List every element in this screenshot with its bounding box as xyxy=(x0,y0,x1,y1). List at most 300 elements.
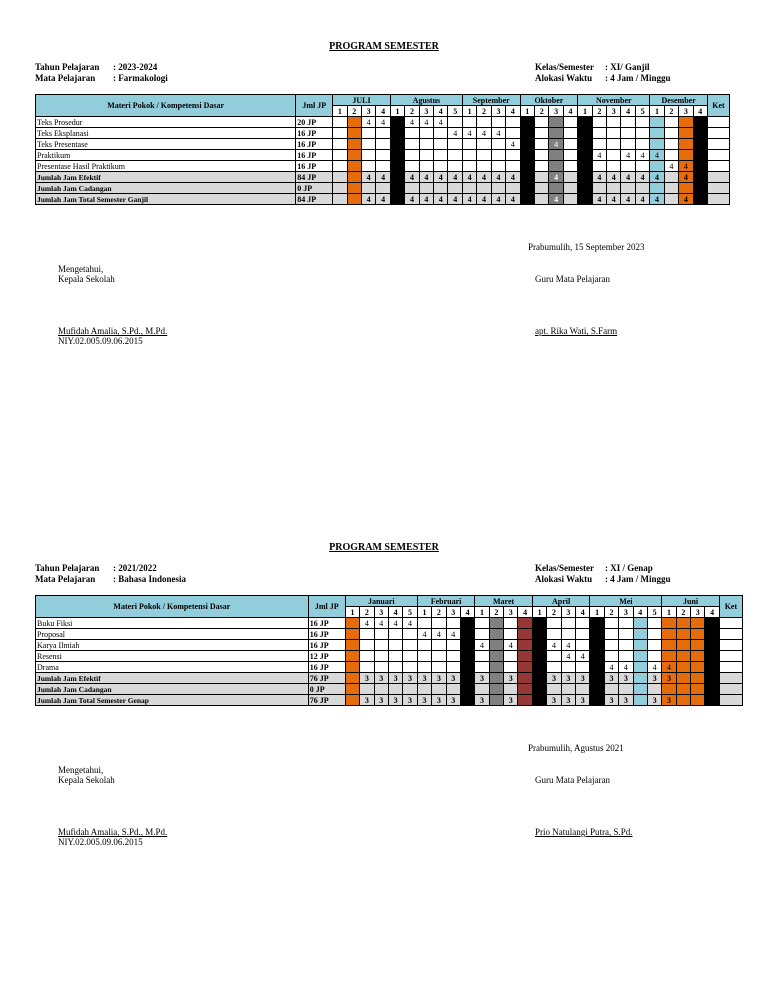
week-number: 4 xyxy=(693,106,707,117)
week-cell xyxy=(520,117,534,128)
header-months-row xyxy=(36,596,743,607)
week-cell xyxy=(604,629,618,640)
week-cell xyxy=(534,139,548,150)
week-number: 4 xyxy=(633,607,647,618)
week-cell xyxy=(477,150,491,161)
summary-row xyxy=(36,684,743,695)
materi-cell: Proposal xyxy=(36,629,309,640)
week-cell xyxy=(520,128,534,139)
week-number: 3 xyxy=(607,106,621,117)
week-cell: 4 xyxy=(460,629,474,640)
ket-cell xyxy=(719,684,742,695)
week-cell xyxy=(333,183,347,194)
week-cell xyxy=(691,662,705,673)
week-cell xyxy=(448,139,462,150)
week-cell xyxy=(374,640,388,651)
week-cell xyxy=(477,117,491,128)
week-cell: 4 xyxy=(592,194,606,205)
week-cell: 4 xyxy=(549,139,563,150)
week-number: 1 xyxy=(578,106,592,117)
week-cell xyxy=(417,640,431,651)
tahun-value: : 2023-2024 xyxy=(113,62,158,72)
week-number: 2 xyxy=(347,106,361,117)
week-number: 3 xyxy=(504,607,518,618)
week-cell: 4 xyxy=(650,172,664,183)
week-cell xyxy=(561,618,575,629)
week-cell: 4 xyxy=(635,172,649,183)
week-cell xyxy=(518,651,532,662)
week-cell xyxy=(333,150,347,161)
week-cell xyxy=(664,139,678,150)
week-cell xyxy=(619,651,633,662)
week-cell xyxy=(664,128,678,139)
jp-cell: 0 JP xyxy=(296,183,333,194)
kepala-name: Mufidah Amalia, S.Pd., M.Pd. xyxy=(58,827,168,837)
week-cell xyxy=(576,618,590,629)
week-cell xyxy=(691,640,705,651)
materi-cell: Jumlah Jam Total Semester Genap xyxy=(36,695,309,706)
week-cell: 3 xyxy=(360,673,374,684)
jp-cell: 16 JP xyxy=(308,629,345,640)
week-cell: 4 xyxy=(446,629,460,640)
week-cell: 4 xyxy=(607,172,621,183)
week-cell: 4 xyxy=(491,128,505,139)
week-cell xyxy=(590,662,604,673)
col-materi-header: Materi Pokok / Kompetensi Dasar xyxy=(36,95,296,117)
week-number: 4 xyxy=(388,607,402,618)
week-cell: 3 xyxy=(576,695,590,706)
week-cell: 4 xyxy=(679,194,693,205)
week-cell xyxy=(619,684,633,695)
week-number: 4 xyxy=(518,607,532,618)
mapel-value: : Farmakologi xyxy=(113,73,168,83)
ket-cell xyxy=(719,651,742,662)
week-cell: 3 xyxy=(446,673,460,684)
week-cell xyxy=(633,640,647,651)
week-cell xyxy=(633,629,647,640)
week-cell xyxy=(475,651,489,662)
jp-cell: 0 JP xyxy=(308,684,345,695)
ket-cell xyxy=(707,161,729,172)
week-cell xyxy=(405,161,419,172)
week-cell xyxy=(633,651,647,662)
week-cell: 3 xyxy=(647,695,661,706)
week-number: 2 xyxy=(547,607,561,618)
month-header: April xyxy=(532,596,590,607)
week-cell xyxy=(361,128,375,139)
week-cell xyxy=(434,183,448,194)
week-cell: 4 xyxy=(374,618,388,629)
week-cell: 3 xyxy=(604,695,618,706)
week-cell: 4 xyxy=(403,618,417,629)
week-number: 1 xyxy=(662,607,676,618)
week-cell xyxy=(504,662,518,673)
week-cell: 3 xyxy=(504,673,518,684)
week-cell xyxy=(691,629,705,640)
week-cell xyxy=(676,684,690,695)
week-cell xyxy=(607,128,621,139)
week-cell xyxy=(489,618,503,629)
week-cell: 3 xyxy=(662,695,676,706)
week-cell xyxy=(361,183,375,194)
week-number: 1 xyxy=(390,106,404,117)
week-cell xyxy=(561,629,575,640)
week-cell xyxy=(388,640,402,651)
week-cell: 3 xyxy=(475,673,489,684)
week-cell xyxy=(345,684,359,695)
week-cell xyxy=(563,117,577,128)
week-cell xyxy=(578,150,592,161)
week-cell xyxy=(647,651,661,662)
week-cell xyxy=(532,640,546,651)
week-cell xyxy=(578,183,592,194)
week-cell: 4 xyxy=(491,172,505,183)
week-cell xyxy=(388,662,402,673)
week-cell: 4 xyxy=(578,194,592,205)
week-cell xyxy=(432,662,446,673)
week-cell xyxy=(592,161,606,172)
week-cell xyxy=(506,117,520,128)
week-cell xyxy=(635,161,649,172)
week-cell xyxy=(506,183,520,194)
ket-cell xyxy=(707,183,729,194)
week-cell xyxy=(619,629,633,640)
week-cell: 3 xyxy=(561,695,575,706)
week-cell: 4 xyxy=(693,161,707,172)
week-cell xyxy=(547,618,561,629)
week-cell xyxy=(477,161,491,172)
kepala-niy: NIY.02.005.09.06.2015 xyxy=(58,336,143,346)
week-cell xyxy=(604,640,618,651)
week-number: 2 xyxy=(477,106,491,117)
guru-title: Guru Mata Pelajaran xyxy=(535,274,610,284)
week-cell xyxy=(676,651,690,662)
month-header: Agustus xyxy=(390,95,462,106)
week-number: 4 xyxy=(563,106,577,117)
week-cell: 4 xyxy=(448,172,462,183)
place-date: Prabumulih, 15 September 2023 xyxy=(528,242,645,252)
jp-cell: 16 JP xyxy=(296,150,333,161)
week-cell xyxy=(705,618,719,629)
week-cell xyxy=(635,128,649,139)
week-cell xyxy=(604,651,618,662)
week-cell: 3 xyxy=(619,695,633,706)
table-row xyxy=(36,128,730,139)
month-header: November xyxy=(578,95,650,106)
alokasi-value: : 4 Jam / Minggu xyxy=(605,574,671,584)
kelas-value: : XI / Genap xyxy=(605,563,653,573)
week-cell: 4 xyxy=(405,194,419,205)
week-cell: 4 xyxy=(376,117,390,128)
ket-cell xyxy=(719,695,742,706)
week-cell: 4 xyxy=(434,172,448,183)
week-cell: 4 xyxy=(360,618,374,629)
week-cell: 3 xyxy=(590,695,604,706)
week-number: 2 xyxy=(664,106,678,117)
week-cell: 3 xyxy=(374,673,388,684)
week-cell xyxy=(590,684,604,695)
week-cell xyxy=(390,117,404,128)
kelas-label: Kelas/Semester xyxy=(535,563,594,573)
jp-cell: 76 JP xyxy=(308,695,345,706)
week-cell: 4 xyxy=(432,629,446,640)
week-cell: 4 xyxy=(578,139,592,150)
week-cell xyxy=(534,183,548,194)
week-cell: 4 xyxy=(693,194,707,205)
week-cell xyxy=(518,684,532,695)
week-cell: 4 xyxy=(679,172,693,183)
week-cell xyxy=(576,684,590,695)
month-header: Februari xyxy=(417,596,475,607)
week-cell xyxy=(635,117,649,128)
week-cell: 3 xyxy=(576,673,590,684)
month-header: September xyxy=(462,95,520,106)
week-cell xyxy=(549,183,563,194)
week-cell xyxy=(532,684,546,695)
week-number: 4 xyxy=(506,106,520,117)
week-cell: 4 xyxy=(693,172,707,183)
week-cell: 4 xyxy=(434,194,448,205)
week-cell xyxy=(491,161,505,172)
week-cell xyxy=(647,684,661,695)
week-cell: 4 xyxy=(448,194,462,205)
week-cell xyxy=(607,183,621,194)
week-cell xyxy=(664,150,678,161)
week-cell: 4 xyxy=(662,662,676,673)
week-cell: 3 xyxy=(417,673,431,684)
week-cell xyxy=(547,629,561,640)
week-cell xyxy=(607,139,621,150)
week-cell: 4 xyxy=(477,194,491,205)
week-cell xyxy=(705,651,719,662)
week-cell xyxy=(376,128,390,139)
week-cell xyxy=(518,695,532,706)
week-cell xyxy=(489,629,503,640)
week-number: 4 xyxy=(460,607,474,618)
week-cell: 4 xyxy=(607,194,621,205)
ket-cell xyxy=(719,673,742,684)
kepala-niy: NIY.02.005.09.06.2015 xyxy=(58,837,143,847)
week-cell xyxy=(462,150,476,161)
jp-cell: 16 JP xyxy=(296,128,333,139)
week-cell: 4 xyxy=(405,117,419,128)
week-cell: 4 xyxy=(462,172,476,183)
week-number: 2 xyxy=(604,607,618,618)
week-cell xyxy=(693,183,707,194)
ket-cell xyxy=(719,662,742,673)
week-cell: 4 xyxy=(462,128,476,139)
jp-cell: 16 JP xyxy=(296,139,333,150)
guru-name: Prio Natulangi Putra, S.Pd. xyxy=(535,827,633,837)
week-cell xyxy=(361,150,375,161)
week-cell xyxy=(374,629,388,640)
week-cell xyxy=(390,183,404,194)
week-cell xyxy=(534,150,548,161)
week-cell xyxy=(491,150,505,161)
week-cell xyxy=(662,618,676,629)
week-cell xyxy=(417,618,431,629)
week-cell xyxy=(532,662,546,673)
col-materi-header: Materi Pokok / Kompetensi Dasar xyxy=(36,596,309,618)
week-cell: 3 xyxy=(647,673,661,684)
week-number: 1 xyxy=(532,607,546,618)
materi-cell: Jumlah Jam Efektif xyxy=(36,673,309,684)
week-number: 4 xyxy=(705,607,719,618)
week-cell xyxy=(504,629,518,640)
week-cell xyxy=(360,684,374,695)
week-cell xyxy=(462,117,476,128)
week-cell xyxy=(705,684,719,695)
summary-row xyxy=(36,183,730,194)
week-cell xyxy=(705,640,719,651)
week-cell xyxy=(390,161,404,172)
week-cell xyxy=(475,629,489,640)
week-cell xyxy=(504,651,518,662)
materi-cell: Resensi xyxy=(36,651,309,662)
week-cell: 3 xyxy=(590,673,604,684)
week-cell xyxy=(333,139,347,150)
week-cell xyxy=(460,640,474,651)
week-cell xyxy=(489,662,503,673)
materi-cell: Karya Ilmiah xyxy=(36,640,309,651)
week-cell xyxy=(650,128,664,139)
week-cell xyxy=(388,629,402,640)
week-cell xyxy=(491,183,505,194)
week-cell xyxy=(448,161,462,172)
week-cell: 4 xyxy=(361,194,375,205)
ket-cell xyxy=(707,150,729,161)
week-cell xyxy=(376,139,390,150)
week-cell xyxy=(491,117,505,128)
week-cell xyxy=(693,150,707,161)
week-cell xyxy=(549,161,563,172)
week-cell: 4 xyxy=(448,128,462,139)
week-cell xyxy=(518,673,532,684)
kelas-value: : XI/ Ganjil xyxy=(605,62,650,72)
week-cell xyxy=(333,128,347,139)
materi-cell: Jumlah Jam Efektif xyxy=(36,172,296,183)
week-cell xyxy=(662,640,676,651)
week-cell: 4 xyxy=(547,640,561,651)
week-number: 1 xyxy=(417,607,431,618)
week-cell: 4 xyxy=(376,172,390,183)
week-cell xyxy=(489,673,503,684)
week-cell xyxy=(578,161,592,172)
week-cell xyxy=(419,139,433,150)
table-row xyxy=(36,651,743,662)
week-number: 5 xyxy=(403,607,417,618)
week-cell xyxy=(691,695,705,706)
week-cell: 4 xyxy=(506,194,520,205)
week-cell xyxy=(460,618,474,629)
tahun-label: Tahun Pelajaran xyxy=(35,563,100,573)
week-cell: 4 xyxy=(619,662,633,673)
week-cell: 4 xyxy=(679,161,693,172)
week-cell xyxy=(347,150,361,161)
week-cell: 4 xyxy=(419,172,433,183)
week-cell xyxy=(662,651,676,662)
week-cell: 4 xyxy=(578,172,592,183)
week-cell xyxy=(434,139,448,150)
month-header: JULI xyxy=(333,95,391,106)
week-cell xyxy=(563,128,577,139)
jp-cell: 12 JP xyxy=(308,651,345,662)
week-number: 3 xyxy=(549,106,563,117)
week-cell xyxy=(448,183,462,194)
week-cell xyxy=(691,618,705,629)
week-cell xyxy=(590,618,604,629)
week-cell xyxy=(662,684,676,695)
week-cell xyxy=(691,673,705,684)
week-cell xyxy=(374,684,388,695)
week-cell xyxy=(361,139,375,150)
week-cell xyxy=(462,139,476,150)
week-cell xyxy=(590,640,604,651)
guru-name: apt. Rika Wati, S.Farm xyxy=(535,326,618,336)
week-cell xyxy=(475,684,489,695)
week-cell xyxy=(691,684,705,695)
week-cell xyxy=(376,150,390,161)
col-jml-header: Jml JP xyxy=(308,596,345,618)
week-cell xyxy=(506,161,520,172)
week-cell: 3 xyxy=(388,673,402,684)
week-number: 3 xyxy=(491,106,505,117)
week-cell xyxy=(705,629,719,640)
week-cell xyxy=(679,150,693,161)
week-cell xyxy=(388,651,402,662)
week-cell: 3 xyxy=(460,695,474,706)
week-cell xyxy=(578,128,592,139)
week-cell: 4 xyxy=(405,172,419,183)
week-cell xyxy=(403,684,417,695)
week-cell xyxy=(477,183,491,194)
week-number: 3 xyxy=(691,607,705,618)
week-cell xyxy=(520,150,534,161)
week-cell xyxy=(518,640,532,651)
ket-cell xyxy=(707,194,729,205)
table-row xyxy=(36,618,743,629)
week-cell xyxy=(534,161,548,172)
week-cell: 4 xyxy=(361,172,375,183)
week-cell: 4 xyxy=(621,150,635,161)
week-cell: 3 xyxy=(504,695,518,706)
mapel-label: Mata Pelajaran xyxy=(35,73,96,83)
week-cell xyxy=(374,651,388,662)
week-number: 1 xyxy=(650,106,664,117)
materi-cell: Teks Eksplanasi xyxy=(36,128,296,139)
week-cell xyxy=(532,673,546,684)
mengetahui-label: Mengetahui, xyxy=(58,264,104,274)
week-cell xyxy=(333,161,347,172)
week-cell xyxy=(578,117,592,128)
week-cell xyxy=(679,183,693,194)
week-cell xyxy=(374,662,388,673)
week-cell xyxy=(390,150,404,161)
week-cell: 3 xyxy=(417,695,431,706)
week-number: 2 xyxy=(489,607,503,618)
week-number: 3 xyxy=(561,607,575,618)
week-cell xyxy=(607,117,621,128)
ket-cell xyxy=(707,172,729,183)
table-row xyxy=(36,150,730,161)
week-cell xyxy=(532,651,546,662)
week-cell: 4 xyxy=(647,662,661,673)
ket-cell xyxy=(719,618,742,629)
week-cell xyxy=(534,172,548,183)
alokasi-value: : 4 Jam / Minggu xyxy=(605,73,671,83)
week-cell xyxy=(489,684,503,695)
week-cell xyxy=(532,695,546,706)
